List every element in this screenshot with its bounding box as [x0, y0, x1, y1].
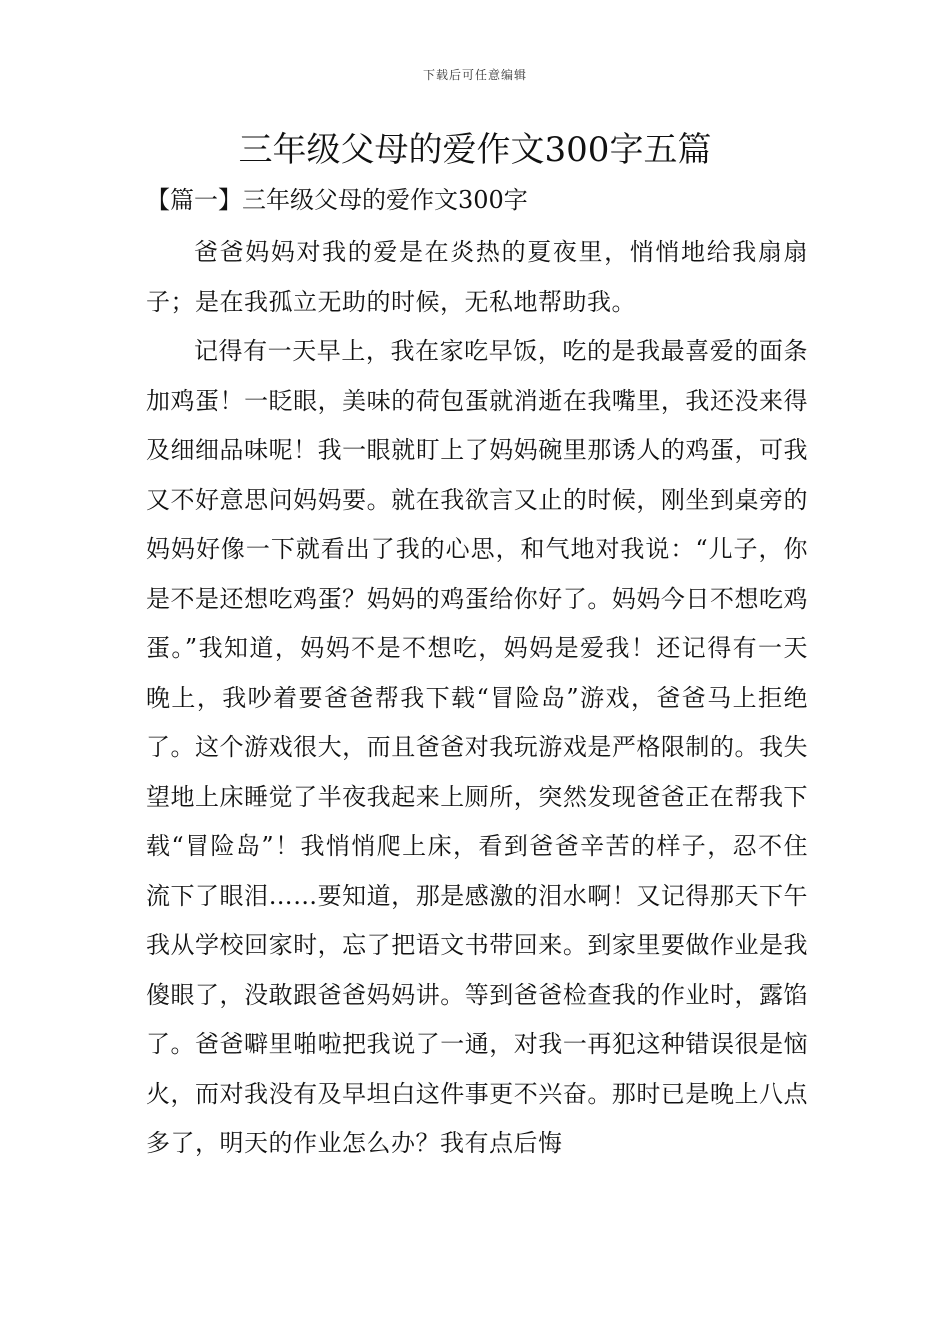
section-heading: 【篇一】三年级父母的爱作文300字	[146, 186, 528, 214]
document-title: 三年级父母的爱作文300字五篇	[238, 130, 712, 170]
paragraph-1: 爸爸妈妈对我的爱是在炎热的夏夜里，悄悄地给我扇扇子；是在我孤立无助的时候，无私地帮助我。	[146, 238, 808, 316]
paragraph-2: 记得有一天早上，我在家吃早饭，吃的是我最喜爱的面条加鸡蛋！一眨眼，美味的荷包蛋就消逝在我嘴里，我还没来得及细细品味呢！我一眼就盯上了妈妈碗里那诱人的鸡蛋，可我又不好意思问妈妈要。就在我欲言又止的时候，刚坐到桌旁的妈妈好像一下就看出了我的心思，和气地对我说：“儿子，你是不是还想吃鸡蛋？妈妈的鸡蛋给你好了。妈妈今日不想吃鸡蛋。”我知道，妈妈不是不想吃，妈妈是爱我！还记得有一天晚上，我吵着要爸爸帮我下载“冒险岛”游戏，爸爸马上拒绝了。这个游戏很大，而且爸爸对我玩游戏是严格限制的。我失望地上床睡觉了半夜我起来上厕所，突然发现爸爸正在帮我下载“冒险岛”！我悄悄爬上床，看到爸爸辛苦的样子，忍不住流下了眼泪……要知道，那是感激的泪水啊！又记得那天下午我从学校回家时，忘了把语文书带回来。到家里要做作业是我傻眼了，没敢跟爸爸妈妈讲。等到爸爸检查我的作业时，露馅了。爸爸噼里啪啦把我说了一通，对我一再犯这种错误很是恼火，而对我没有及早坦白这件事更不兴奋。那时已是晚上八点多了，明天的作业怎么办？我有点后悔	[146, 337, 808, 1157]
header-note: 下载后可任意编辑	[422, 68, 527, 82]
document-body	[146, 228, 808, 1169]
